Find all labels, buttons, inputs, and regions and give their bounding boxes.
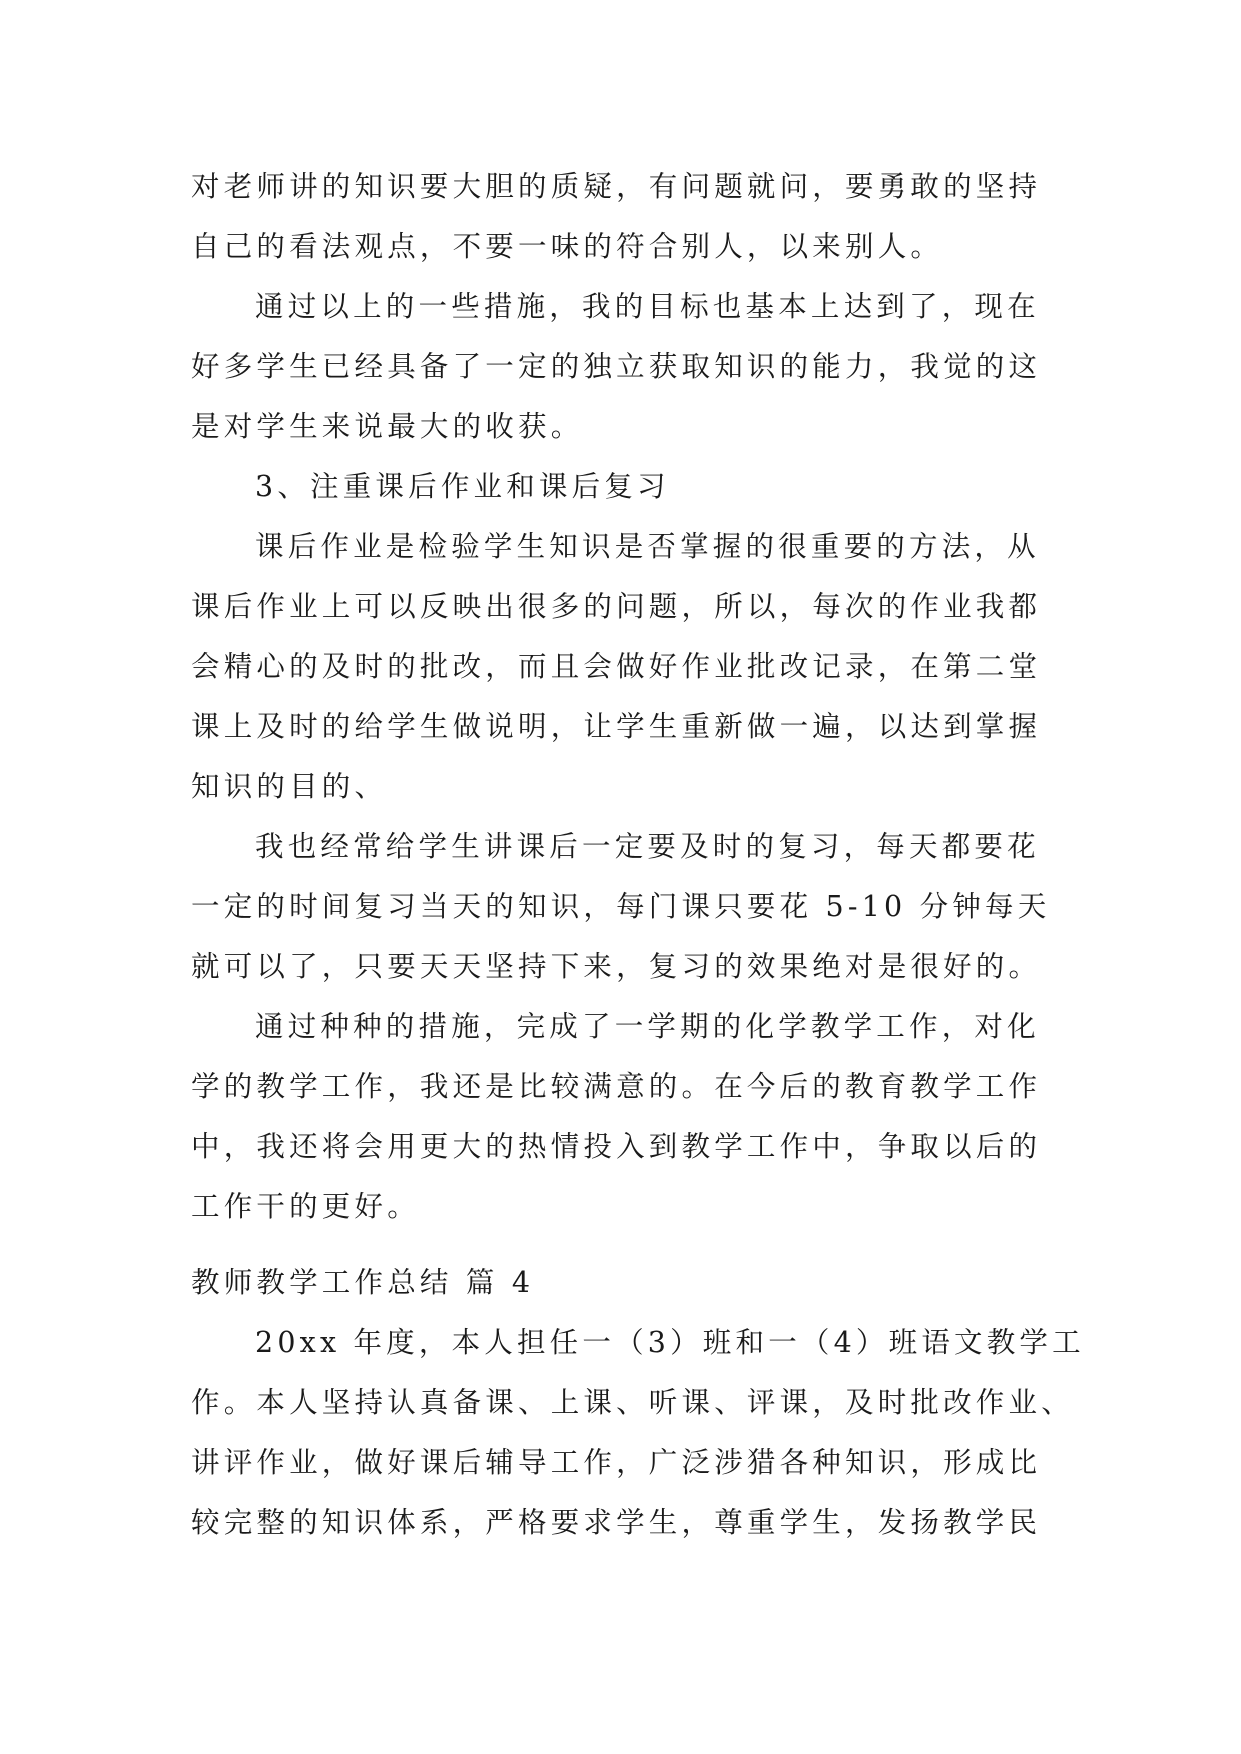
paragraph-line: 中，我还将会用更大的热情投入到教学工作中，争取以后的 — [191, 1130, 1042, 1163]
paragraph-line: 20xx 年度，本人担任一（3）班和一（4）班语文教学工 — [255, 1326, 1085, 1359]
body-text-section-1 — [191, 157, 1071, 1237]
paragraph-line: 一定的时间复习当天的知识，每门课只要花 5-10 分钟每天 — [191, 890, 1051, 923]
paragraph-line: 通过以上的一些措施，我的目标也基本上达到了，现在 — [255, 290, 1040, 323]
paragraph-line: 较完整的知识体系，严格要求学生，尊重学生，发扬教学民 — [191, 1506, 1042, 1539]
paragraph-line: 我也经常给学生讲课后一定要及时的复习，每天都要花 — [255, 830, 1040, 863]
paragraph-line: 学的教学工作，我还是比较满意的。在今后的教育教学工作 — [191, 1070, 1042, 1103]
paragraph-line: 通过种种的措施，完成了一学期的化学教学工作，对化 — [255, 1010, 1040, 1043]
paragraph-line: 作。本人坚持认真备课、上课、听课、评课，及时批改作业、 — [191, 1386, 1074, 1419]
subheading-line: 3、注重课后作业和课后复习 — [255, 470, 670, 503]
paragraph-line: 知识的目的、 — [191, 770, 388, 803]
paragraph-line: 课后作业上可以反映出很多的问题，所以，每次的作业我都 — [191, 590, 1042, 623]
paragraph-line: 课后作业是检验学生知识是否掌握的很重要的方法，从 — [255, 530, 1040, 563]
paragraph-line: 讲评作业，做好课后辅导工作，广泛涉猎各种知识，形成比 — [191, 1446, 1042, 1479]
paragraph-line: 自己的看法观点，不要一味的符合别人，以来别人。 — [191, 230, 944, 263]
section-heading: 教师教学工作总结 篇 4 — [191, 1266, 535, 1299]
paragraph-line: 工作干的更好。 — [191, 1190, 420, 1223]
paragraph-line: 对老师讲的知识要大胆的质疑，有问题就问，要勇敢的坚持 — [191, 170, 1042, 203]
paragraph-line: 会精心的及时的批改，而且会做好作业批改记录，在第二堂 — [191, 650, 1042, 683]
body-text-section-2 — [191, 1253, 1085, 1553]
paragraph-line: 就可以了，只要天天坚持下来，复习的效果绝对是很好的。 — [191, 950, 1042, 983]
paragraph-line: 课上及时的给学生做说明，让学生重新做一遍，以达到掌握 — [191, 710, 1042, 743]
paragraph-line: 好多学生已经具备了一定的独立获取知识的能力，我觉的这 — [191, 350, 1042, 383]
paragraph-line: 是对学生来说最大的收获。 — [191, 410, 584, 443]
